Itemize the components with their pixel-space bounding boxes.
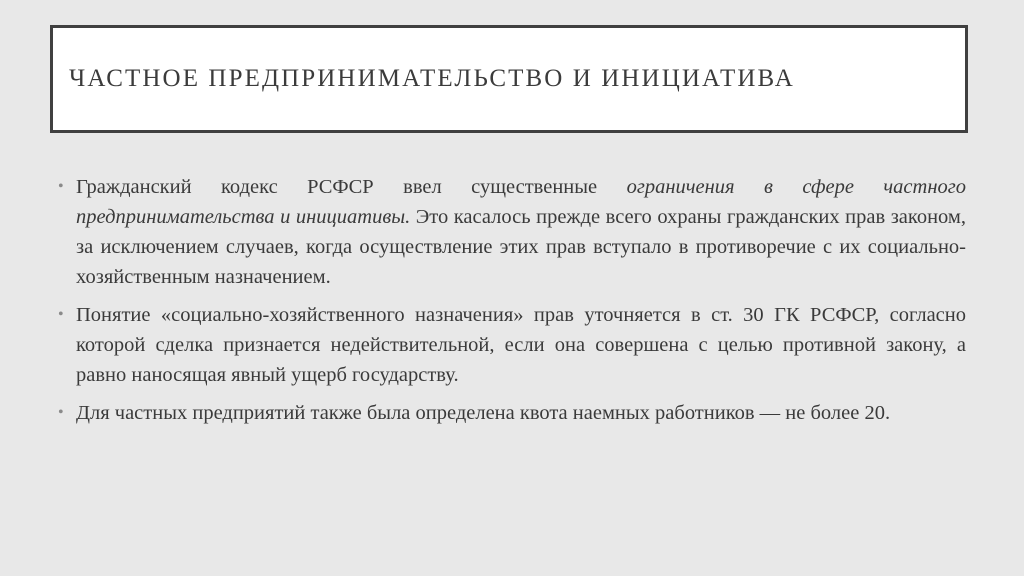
bullet-text-lead: Гражданский кодекс РСФСР ввел существенные [76, 176, 627, 198]
title-box [50, 25, 968, 133]
slide-title: ЧАСТНОЕ ПРЕДПРИНИМАТЕЛЬСТВО И ИНИЦИАТИВА [69, 65, 795, 92]
bullet-item [58, 172, 966, 292]
bullet-list [58, 172, 966, 436]
bullet-text-tail: Это касалось прежде всего охраны гражданских прав законом, за исключением случаев, когда осуществление этих прав вступало в противоречие с их социально-хозяйственным назначением. [76, 206, 967, 288]
bullet-text-emphasis: ограничения в сфере частного предпринимательства и инициативы. [76, 176, 966, 228]
bullet-dot-icon: • [58, 178, 64, 195]
bullet-text: Понятие «социально-хозяйственного назначения» прав уточняется в ст. 30 ГК РСФСР, согласно которой сделка признается недействительной, если она совершена с целью противной закону, а равно наносящая явный ущерб государству. [76, 304, 966, 386]
bullet-item [58, 398, 966, 428]
bullet-item [58, 300, 966, 390]
bullet-text: Для частных предприятий также была определена квота наемных работников — не более 20. [76, 402, 891, 424]
bullet-dot-icon: • [58, 306, 64, 323]
bullet-dot-icon: • [58, 404, 64, 421]
